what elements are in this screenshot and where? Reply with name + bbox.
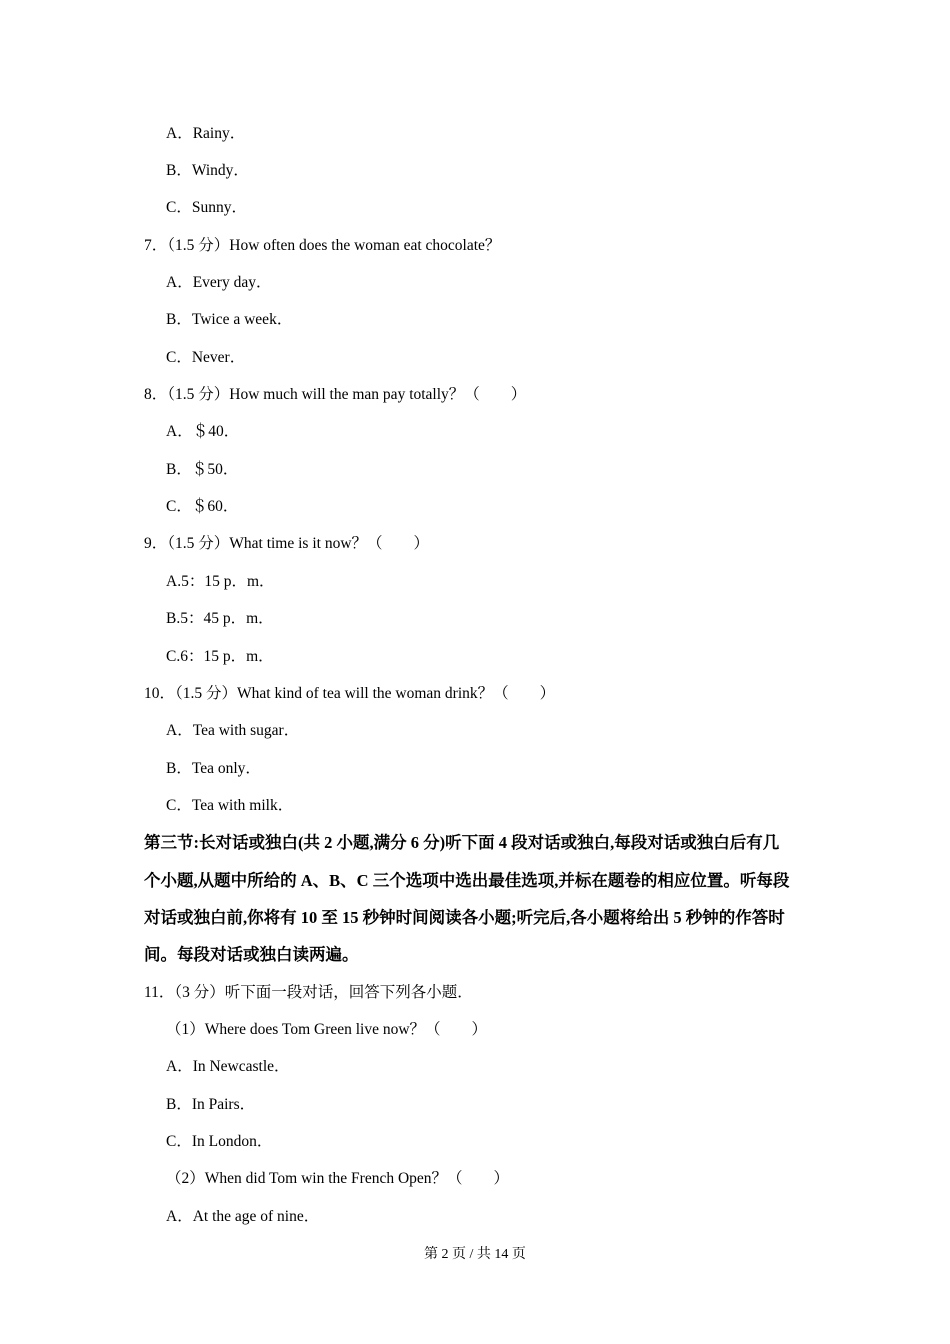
q7-option-a: A．Every day． bbox=[166, 274, 272, 291]
q11-sub2-stem: （2）When did Tom win the French Open？（ ） bbox=[166, 1170, 510, 1187]
q11-stem: 11．（3 分）听下面一段对话，回答下列各小题． bbox=[144, 984, 473, 1001]
q6-option-c: C．Sunny． bbox=[166, 199, 247, 216]
section3-instructions-line-1: 第三节:长对话或独白(共 2 小题,满分 6 分)听下面 4 段对话或独白,每段对话或独白后有几 bbox=[144, 833, 780, 852]
q7-option-c: C．Never． bbox=[166, 349, 246, 366]
section3-instructions-line-2: 个小题,从题中所给的 A、B、C 三个选项中选出最佳选项,并标在题卷的相应位置。听每段 bbox=[144, 871, 790, 890]
q9-option-c: C.6：15 p．m． bbox=[166, 648, 274, 665]
q7-option-b: B．Twice a week． bbox=[166, 311, 293, 328]
q9-option-b: B.5：45 p．m． bbox=[166, 610, 274, 627]
page-footer: 第 2 页 / 共 14 页 bbox=[424, 1247, 526, 1262]
q6-option-a: A．Rainy． bbox=[166, 125, 246, 142]
section3-instructions-line-4: 间。每段对话或独白读两遍。 bbox=[144, 945, 359, 964]
q11-sub1-option-b: B．In Pairs． bbox=[166, 1096, 256, 1113]
q8-option-c: C．＄60． bbox=[166, 498, 239, 515]
q7-stem: 7．（1.5 分）How often does the woman eat chocolate？ bbox=[144, 237, 501, 254]
q11-sub2-option-a: A．At the age of nine． bbox=[166, 1208, 320, 1225]
q10-option-c: C．Tea with milk． bbox=[166, 797, 294, 814]
q11-sub1-stem: （1）Where does Tom Green live now？（ ） bbox=[166, 1021, 488, 1038]
q11-sub1-option-a: A．In Newcastle． bbox=[166, 1058, 290, 1075]
q9-option-a: A.5：15 p．m． bbox=[166, 573, 275, 590]
q11-sub1-option-c: C．In London． bbox=[166, 1133, 273, 1150]
q8-stem: 8．（1.5 分）How much will the man pay totally？（ ） bbox=[144, 386, 527, 403]
q8-option-a: A．＄40． bbox=[166, 423, 240, 440]
q10-stem: 10．（1.5 分）What kind of tea will the woman drink？（ ） bbox=[144, 685, 556, 702]
q8-option-b: B．＄50． bbox=[166, 461, 239, 478]
q10-option-b: B．Tea only． bbox=[166, 760, 261, 777]
section3-instructions-line-3: 对话或独白前,你将有 10 至 15 秒钟时间阅读各小题;听完后,各小题将给出 5 秒钟的作答时 bbox=[144, 908, 785, 927]
q6-option-b: B．Windy． bbox=[166, 162, 249, 179]
q10-option-a: A．Tea with sugar． bbox=[166, 722, 300, 739]
q9-stem: 9．（1.5 分）What time is it now？（ ） bbox=[144, 535, 430, 552]
